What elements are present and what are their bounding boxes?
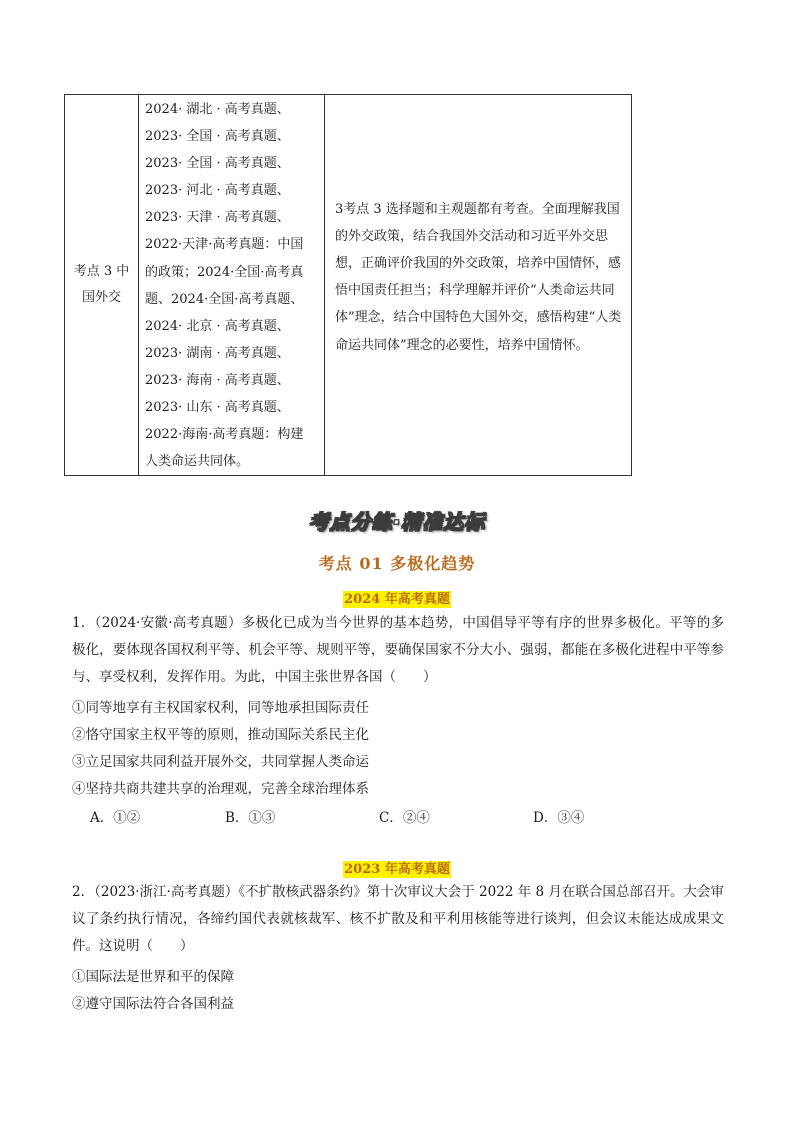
q1-option-a[interactable]: A．①② bbox=[90, 810, 141, 826]
section-banner bbox=[0, 506, 794, 535]
source-line: 题、2024·全国·高考真题、 bbox=[145, 291, 304, 307]
source-line: 2023· 湖南 · 高考真题、 bbox=[145, 345, 290, 361]
source-line: 2023· 山东 · 高考真题、 bbox=[145, 400, 290, 416]
q1-option-c[interactable]: C．②④ bbox=[379, 810, 430, 826]
table-description-cell bbox=[325, 95, 631, 475]
source-line: 2024· 北京 · 高考真题、 bbox=[145, 318, 290, 334]
source-line: 人类命运共同体。 bbox=[145, 454, 250, 470]
q1-option-d[interactable]: D．③④ bbox=[533, 810, 585, 826]
topic-title: 考点 01 多极化趋势 bbox=[318, 554, 476, 573]
source-line: 2022·海南·高考真题：构建 bbox=[145, 427, 304, 443]
year-tag-2024 bbox=[0, 588, 794, 607]
source-line: 2024· 湖北 · 高考真题、 bbox=[145, 102, 290, 117]
exam-points-table bbox=[64, 94, 632, 476]
description-text: 3考点 3 选择题和主观题都有考查。全面理解我国的外交政策，结合我国外交活动和习近平外交思想，正确评价我国的外交政策，培养中国情怀，感悟中国责任担当；科学理解并评价“人类命运共同体”理念，结合中国特色大国外交，感悟构建“人类命运共同体”理念的必要性，培养中国情怀。 bbox=[335, 201, 622, 353]
question-1-stem: 1．（2024·安徽·高考真题）多极化已成为当今世界的基本趋势，中国倡导平等有序的世界多极化。平等的多极化，要体现各国权利平等、机会平等、规则平等，要确保国家不分大小、强弱，都能在多极化进程中平等参与、享受权利，发挥作用。为此，中国主张世界各国（ ） bbox=[72, 615, 724, 685]
q1-statement-1: ①同等地享有主权国家权利，同等地承担国际责任 bbox=[72, 700, 369, 716]
q1-statement-3: ③立足国家共同利益开展外交，共同掌握人类命运 bbox=[72, 754, 369, 770]
source-line: 2023· 全国 · 高考真题、 bbox=[145, 129, 290, 145]
source-line: 2023· 河北 · 高考真题、 bbox=[145, 183, 290, 199]
year-tag-text: 2023 年高考真题 bbox=[344, 862, 450, 877]
source-line: 2022·天津·高考真题：中国 bbox=[145, 237, 304, 253]
section-banner-text: 考点分练·精准达标 bbox=[308, 510, 486, 534]
source-line: 2023· 海南 · 高考真题、 bbox=[145, 372, 290, 388]
table-sources-cell bbox=[139, 95, 325, 475]
year-tag-text: 2024 年高考真题 bbox=[344, 592, 450, 607]
year-tag-2023 bbox=[0, 858, 794, 877]
q2-statement-1: ①国际法是世界和平的保障 bbox=[72, 969, 234, 985]
table-row-label: 考点 3 中国外交 bbox=[65, 95, 139, 475]
source-line: 的政策；2024·全国·高考真 bbox=[145, 264, 304, 280]
q1-option-b[interactable]: B．①③ bbox=[225, 810, 276, 826]
q1-statement-2: ②恪守国家主权平等的原则，推动国际关系民主化 bbox=[72, 727, 369, 743]
q2-statement-2: ②遵守国际法符合各国利益 bbox=[72, 996, 234, 1012]
source-line: 2023· 天津 · 高考真题、 bbox=[145, 210, 290, 226]
source-line: 2023· 全国 · 高考真题、 bbox=[145, 156, 290, 172]
question-2-stem: 2．（2023·浙江·高考真题）《不扩散核武器条约》第十次审议大会于 2022 年 8 月在联合国总部召开。大会审议了条约执行情况，各缔约国代表就核裁军、核不扩散及和平利用核能等进行谈判，但会议未能达成成果文件。这说明（ ） bbox=[72, 884, 724, 954]
q1-statement-4: ④坚持共商共建共享的治理观，完善全球治理体系 bbox=[72, 781, 369, 797]
